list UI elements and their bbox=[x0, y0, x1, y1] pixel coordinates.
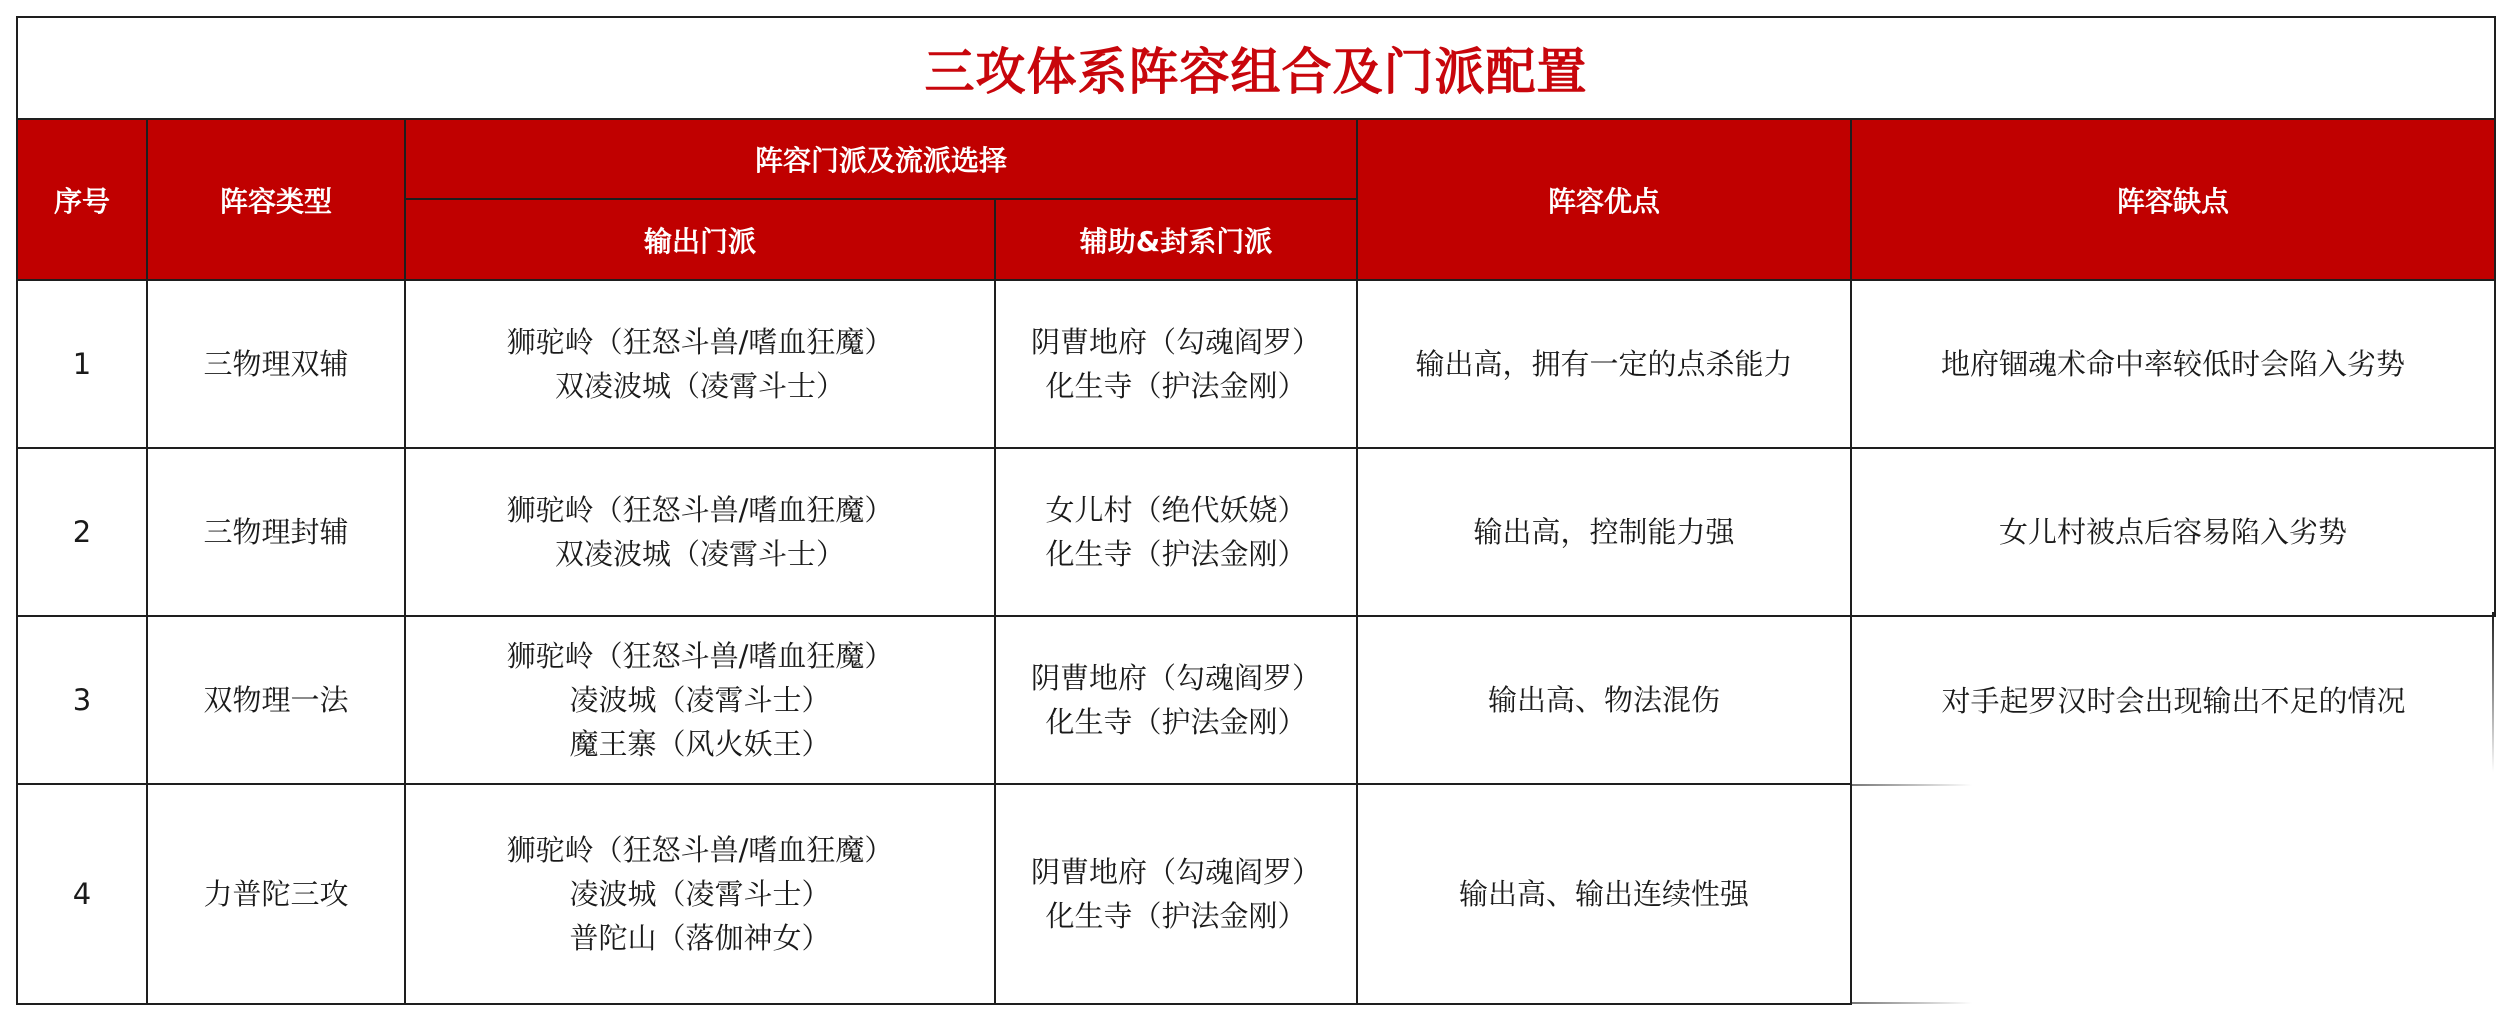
fade-border-bottom bbox=[1852, 1002, 1972, 1004]
cell-type: 三物理封辅 bbox=[147, 448, 405, 616]
cell-cons bbox=[1851, 784, 2495, 1004]
header-index: 序号 bbox=[17, 119, 147, 280]
cell-output bbox=[405, 784, 995, 1004]
cell-support bbox=[995, 616, 1357, 784]
table-row bbox=[17, 280, 2495, 448]
output-line: 凌波城（凌霄斗士） bbox=[569, 877, 831, 911]
output-line: 狮驼岭（狂怒斗兽/嗜血狂魔） bbox=[506, 493, 894, 527]
support-line: 阴曹地府（勾魂阎罗） bbox=[1030, 855, 1321, 889]
cell-type: 力普陀三攻 bbox=[147, 784, 405, 1004]
header-support: 辅助&封系门派 bbox=[995, 199, 1357, 280]
table-title: 三攻体系阵容组合及门派配置 bbox=[17, 17, 2495, 119]
cell-index: 3 bbox=[17, 616, 147, 784]
lineup-table bbox=[16, 16, 2496, 1005]
support-line: 化生寺（护法金刚） bbox=[1045, 899, 1307, 933]
cell-output bbox=[405, 280, 995, 448]
cell-output bbox=[405, 448, 995, 616]
cell-output bbox=[405, 616, 995, 784]
output-line: 凌波城（凌霄斗士） bbox=[569, 683, 831, 717]
table-row bbox=[17, 448, 2495, 616]
cell-cons: 对手起罗汉时会出现输出不足的情况 bbox=[1851, 616, 2495, 784]
output-line: 双凌波城（凌霄斗士） bbox=[554, 369, 845, 403]
header-cons: 阵容缺点 bbox=[1851, 119, 2495, 280]
table-row bbox=[17, 616, 2495, 784]
cell-type: 三物理双辅 bbox=[147, 280, 405, 448]
cell-support bbox=[995, 280, 1357, 448]
lineup-table-sheet bbox=[16, 16, 2494, 1004]
output-line: 魔王寨（风火妖王） bbox=[569, 727, 831, 761]
support-line: 化生寺（护法金刚） bbox=[1045, 537, 1307, 571]
header-output: 输出门派 bbox=[405, 199, 995, 280]
header-pros: 阵容优点 bbox=[1357, 119, 1851, 280]
support-line: 女儿村（绝代妖娆） bbox=[1045, 493, 1307, 527]
support-line: 化生寺（护法金刚） bbox=[1045, 705, 1307, 739]
fade-border-right bbox=[2492, 612, 2494, 772]
output-line: 普陀山（落伽神女） bbox=[569, 921, 831, 955]
fade-border-row3 bbox=[1852, 784, 1972, 786]
cell-index: 1 bbox=[17, 280, 147, 448]
cell-index: 4 bbox=[17, 784, 147, 1004]
support-line: 阴曹地府（勾魂阎罗） bbox=[1030, 325, 1321, 359]
cell-pros: 输出高、输出连续性强 bbox=[1357, 784, 1851, 1004]
output-line: 狮驼岭（狂怒斗兽/嗜血狂魔） bbox=[506, 325, 894, 359]
output-line: 狮驼岭（狂怒斗兽/嗜血狂魔） bbox=[506, 639, 894, 673]
support-line: 阴曹地府（勾魂阎罗） bbox=[1030, 661, 1321, 695]
output-line: 双凌波城（凌霄斗士） bbox=[554, 537, 845, 571]
cell-cons: 地府锢魂术命中率较低时会陷入劣势 bbox=[1851, 280, 2495, 448]
cell-pros: 输出高，拥有一定的点杀能力 bbox=[1357, 280, 1851, 448]
support-line: 化生寺（护法金刚） bbox=[1045, 369, 1307, 403]
cell-index: 2 bbox=[17, 448, 147, 616]
header-group: 阵容门派及流派选择 bbox=[405, 119, 1357, 199]
cell-cons: 女儿村被点后容易陷入劣势 bbox=[1851, 448, 2495, 616]
cell-support bbox=[995, 448, 1357, 616]
header-type: 阵容类型 bbox=[147, 119, 405, 280]
output-line: 狮驼岭（狂怒斗兽/嗜血狂魔） bbox=[506, 833, 894, 867]
cell-type: 双物理一法 bbox=[147, 616, 405, 784]
cell-pros: 输出高、物法混伤 bbox=[1357, 616, 1851, 784]
cell-pros: 输出高，控制能力强 bbox=[1357, 448, 1851, 616]
table-row bbox=[17, 784, 2495, 1004]
cell-support bbox=[995, 784, 1357, 1004]
